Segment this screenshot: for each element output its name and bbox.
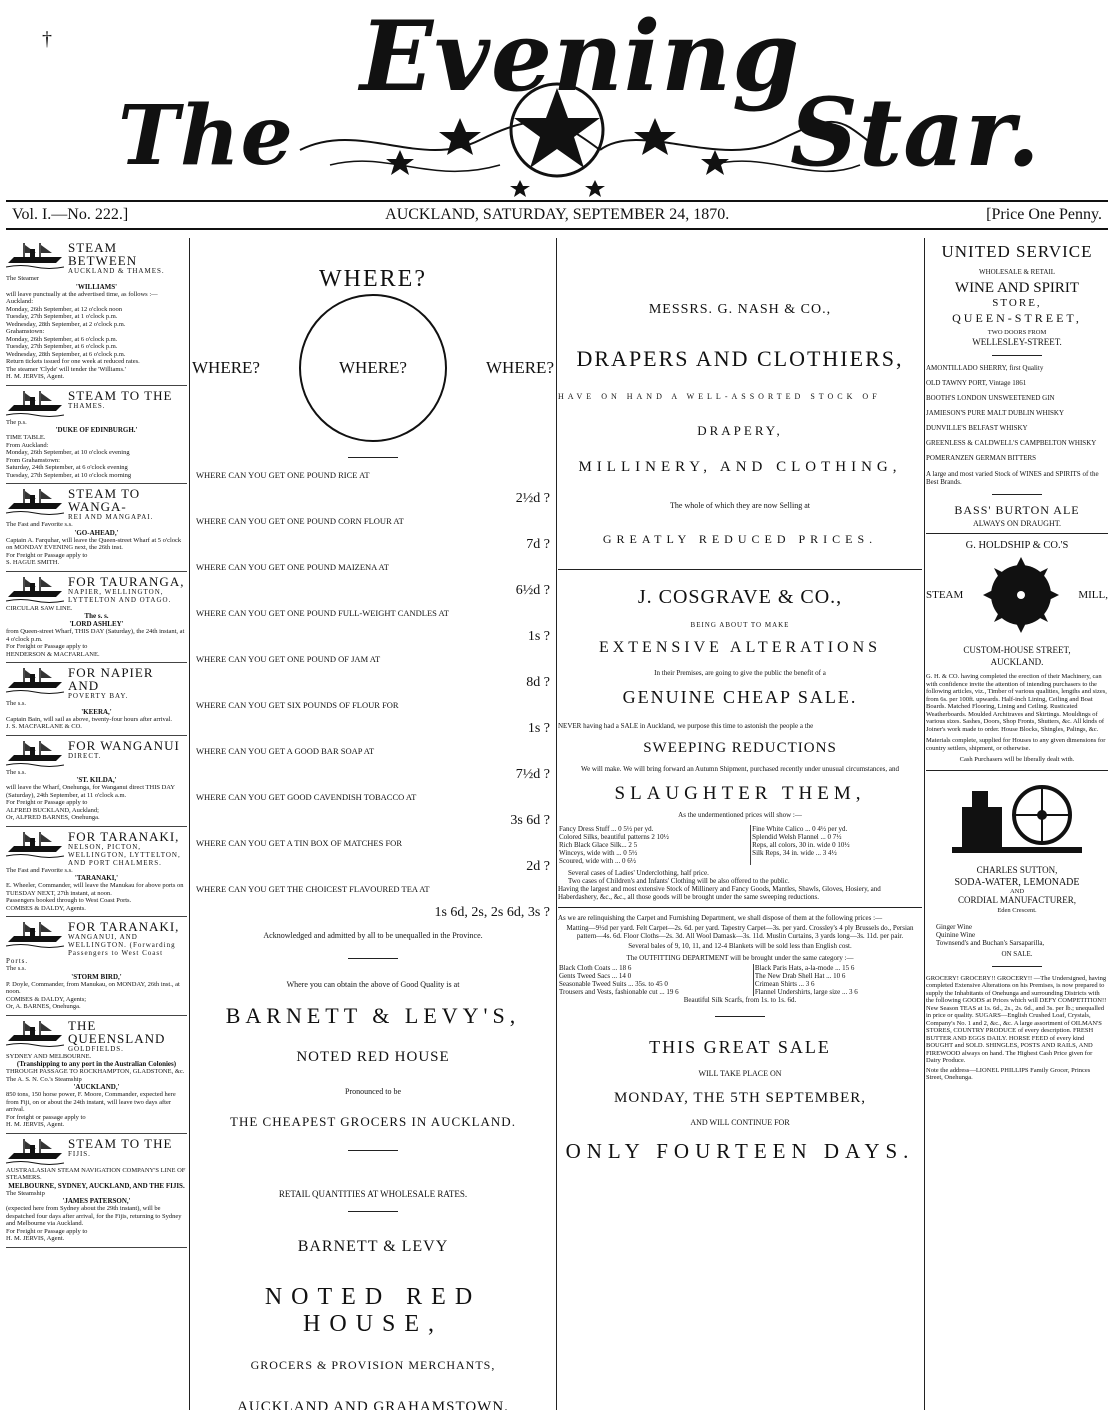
shipping-advert (6, 572, 187, 664)
advert-subheading: AUCKLAND & THAMES. (68, 267, 165, 275)
price-cell: Black Paris Hats, a-la-mode ... 15 6 (753, 964, 922, 972)
advert-heading: FOR WANGANUI (68, 737, 180, 753)
united-heading: UNITED SERVICE (941, 242, 1093, 261)
advert-line: The Fast and Favorite s.s. (6, 521, 73, 528)
masthead (0, 0, 1114, 200)
advert-line: ALFRED BUCKLAND, Auckland; (6, 806, 99, 814)
queen-heading: QUEEN-STREET, (952, 311, 1082, 325)
divider (992, 966, 1042, 967)
price-row (558, 841, 922, 849)
never-text: NEVER having had a SALE in Auckland, we purpose this time to astonish the people a the (558, 722, 814, 730)
advert-line: Or, A. BARNES, Onehunga. (6, 1003, 81, 1010)
drink-item: Townsend's and Buchan's Sarsaparilla, (936, 938, 1045, 947)
price-cell: Scoured, wide with ... 0 6½ (559, 857, 636, 865)
advert-line: H. M. JERVIS, Agent. (6, 1121, 65, 1128)
divider (558, 569, 922, 570)
price-row (558, 980, 922, 988)
advert-line: MELBOURNE, SYDNEY, AUCKLAND, AND THE FIJIS. (8, 1181, 185, 1190)
sutton-name: CHARLES SUTTON, (976, 864, 1058, 875)
advert-line: The Fast and Favorite s.s. (6, 866, 73, 874)
advert-subheading: GOLDFIELDS. (68, 1044, 124, 1053)
advert-subheading: DIRECT. (68, 751, 102, 760)
advert-line: Monday, 26th September, at 12 o'clock noon (6, 305, 123, 313)
steamship-icon (6, 487, 64, 517)
price-question (196, 654, 550, 688)
auckland-text: AUCKLAND. (990, 657, 1044, 667)
wellesley-text: WELLESLEY-STREET. (972, 336, 1062, 347)
drapers-column (558, 238, 922, 1410)
column-rule (924, 238, 925, 1410)
price-question (196, 838, 550, 872)
largest-text: Having the largest and most extensive Stock of Millinery and Fancy Goods, Mantles, Shawls, Gloves, Hosiery, and Haberdashery, &c., &c., all those goods will be brought under the same sweeping reductions. (558, 885, 881, 901)
price-row (558, 972, 922, 980)
price-cell: Rich Black Glace Silk... 2 5 (559, 841, 638, 849)
price-cell: Gents Tweed Sacs ... 14 0 (559, 972, 632, 980)
question-text: WHERE CAN YOU GET ONE POUND OF JAM AT (196, 654, 381, 664)
soda-heading: SODA-WATER, LEMONADE (954, 876, 1080, 888)
masthead-star: Star. (790, 78, 1041, 188)
price-table-1 (558, 825, 922, 865)
premises-text: In their Premises, are going to give the public the benefit of a (654, 669, 826, 677)
advert-line: 'STORM BIRD,' (71, 972, 122, 981)
advert-line: TIME TABLE. (6, 434, 46, 441)
advert-line: will leave punctually at the advertised time, as follows :— (6, 290, 158, 298)
shipping-advert (6, 484, 187, 572)
advert-subheading: REI AND MANGAPAI. (68, 513, 154, 521)
advert-line: Wednesday, 28th September, at 6 o'clock p.m. (6, 350, 126, 358)
advert-line: The p.s. (6, 418, 27, 426)
question-price: 1s ? (527, 629, 550, 644)
shipping-advert (6, 1016, 187, 1134)
about-text: BEING ABOUT TO MAKE (690, 621, 790, 629)
firm-name: BARNETT & LEVY'S, (225, 1003, 521, 1028)
advert-line: CIRCULAR SAW LINE. (6, 604, 73, 612)
house-name: NOTED RED HOUSE (296, 1049, 450, 1065)
price: [Price One Penny. (986, 206, 1102, 223)
carpet-text: As we are relinquishing the Carpet and Furnishing Department, we shall dispose of them at the following prices :— (558, 914, 883, 922)
advert-line: For Freight or Passage apply to (6, 551, 88, 559)
question-text: WHERE CAN YOU GET GOOD CAVENDISH TOBACCO AT (196, 792, 417, 802)
wine-heading: WINE AND SPIRIT (954, 280, 1080, 296)
advert-line: Return tickets issued for one week at reduced rates. (6, 358, 140, 365)
bass-heading: BASS' BURTON ALE (954, 502, 1080, 517)
advert-line: 'ST. KILDA,' (76, 776, 117, 784)
question-price: 6½d ? (515, 583, 550, 598)
advert-heading: FOR NAPIER AND (68, 665, 154, 693)
price-question (196, 700, 550, 734)
selling-text: The whole of which they are now Selling at (670, 501, 810, 510)
advert-line: (expected here from Sydney about the 29th instant), will be despatched four days after arrival, for the Fijis, returning to Sydney and Melbourne via Auckland. (6, 1205, 182, 1227)
price-question (196, 884, 550, 918)
question-text: WHERE CAN YOU GET ONE POUND CORN FLOUR AT (196, 516, 404, 526)
divider (348, 958, 398, 959)
price-row (558, 964, 922, 972)
steamship-icon (6, 575, 64, 605)
advert-line: The Steamship (6, 1189, 45, 1197)
children-text: Two cases of Children's and Infants' Clothing will be also offered to the public. (568, 877, 790, 885)
question-list (192, 470, 554, 918)
price-row (558, 857, 922, 865)
divider (348, 1211, 398, 1212)
advert-line: 'AUCKLAND,' (73, 1083, 120, 1091)
advert-line: Wednesday, 28th September, at 2 o'clock p.m. (6, 320, 126, 328)
shipping-advert (6, 663, 187, 736)
price-question (196, 562, 550, 596)
advert-line: 850 tons, 150 horse power, F. Moore, Commander, expected here from Fiji, on or about the 24th instant, will leave two days after arrival. (6, 1091, 176, 1113)
price-row (558, 833, 922, 841)
question-price: 2½d ? (515, 491, 550, 506)
question-text: WHERE CAN YOU GET ONE POUND MAIZENA AT (196, 562, 389, 572)
advert-line: Monday, 26th September, at 6 o'clock p.m. (6, 335, 118, 343)
liquor-item: GREENLESS & CALDWELL'S CAMPBELTON WHISKY (926, 438, 1097, 447)
advert-subheading: THAMES. (68, 401, 106, 410)
price-row (558, 988, 922, 996)
divider (926, 533, 1108, 534)
question-text: WHERE CAN YOU GET A GOOD BAR SOAP AT (196, 746, 375, 756)
advert-line: Captain Bain, will sail as above, twenty-four hours after arrival. (6, 715, 173, 723)
acknowledged-text: Acknowledged and admitted by all to be unequalled in the Province. (263, 931, 483, 940)
advert-line: Tuesday, 27th September, at 10 o'clock morning (6, 471, 132, 479)
nash-name: MESSRS. G. NASH & CO., (648, 302, 832, 317)
advert-subheading: NAPIER, WELLINGTON, LYTTELTON AND OTAGO. (68, 587, 172, 604)
liquor-item: BOOTH'S LONDON UNSWEETENED GIN (926, 393, 1055, 402)
shipping-advert (6, 238, 187, 386)
shipping-advert (6, 1134, 187, 1248)
mill-text: MILL, (1078, 589, 1108, 601)
materials-text: Materials complete, supplied for Houses to any given dimensions for country settlers, shipment, or otherwise. (926, 737, 1106, 752)
holdship-body: G. H. & CO. having completed the erection of their Machinery, can with confidence invite the attention of intending purchasers to the following articles, viz., Timber of various qualities, lengths and sizes, from 6s. per 100ft. upwards. Half-inch Lining, Ceiling and Boat Boards. Matched Flooring, Lining and Ceiling. Rusticated Weatherboards. Moulded Architraves and Skirtings. Mouldings of various sizes. Sashes, Doors, Shop Fronts, Shutters, &c. All kinds of Joiner's work made to order. House Blocks, Shingles, Palings, &c. (926, 673, 1107, 733)
custom-house-text: CUSTOM-HOUSE STREET, (963, 645, 1071, 655)
liquor-item: JAMIESON'S PURE MALT DUBLIN WHISKY (926, 408, 1065, 417)
wholesale-text: WHOLESALE & RETAIL (978, 268, 1056, 276)
where-left: WHERE? (192, 358, 260, 377)
towns-text: AUCKLAND AND GRAHAMSTOWN. (237, 1399, 509, 1410)
retail-text: RETAIL QUANTITIES AT WHOLESALE RATES. (278, 1189, 468, 1199)
advert-heading: STEAM TO WANGA- (68, 486, 141, 514)
price-cell: Reps, all colors, 30 in. wide 0 10½ (751, 841, 922, 849)
liquor-item: DUNVILLE'S BELFAST WHISKY (926, 423, 1028, 432)
shipping-advert (6, 386, 187, 485)
advert-line: 'LORD ASHLEY' (69, 620, 124, 628)
question-price: 8d ? (526, 675, 550, 690)
advert-line: 'TARANAKI,' (74, 874, 119, 882)
ladies-text: Several cases of Ladies' Underclothing, half price. (568, 869, 709, 877)
advert-line: The s.s. (6, 768, 27, 776)
divider (348, 1150, 398, 1151)
advert-line: COMBES & DALDY, Agents. (6, 904, 86, 912)
masthead-evening: Evening (360, 0, 801, 113)
price-cell: Trousers and Vests, fashionable cut ... 19 6 (559, 988, 679, 996)
large-range-text: A large and most varied Stock of WINES and SPIRITS of the Best Brands. (926, 469, 1099, 486)
advert-line: From Grahamstown: (6, 456, 60, 464)
liquor-list (926, 364, 1108, 462)
where-obtain-text: Where you can obtain the above of Good Quality is at (286, 980, 460, 989)
question-text: WHERE CAN YOU GET THE CHOICEST FLAVOURED TEA AT (196, 884, 430, 894)
advert-line: Monday, 26th September, at 10 o'clock evening (6, 449, 130, 456)
advert-heading: STEAM TO THE (68, 387, 173, 403)
holdship-heading: G. HOLDSHIP & CO.'S (965, 540, 1069, 551)
price-cell: Splendid Welsh Flannel ... 0 7½ (751, 833, 922, 841)
price-cell: Silk Reps, 34 in. wide ... 3 4½ (751, 849, 922, 857)
store-heading: STORE, (992, 297, 1042, 309)
shipping-column (6, 238, 187, 1410)
advert-line: The s.s. (6, 965, 27, 972)
divider (715, 1016, 765, 1017)
advert-subheading: FIJIS. (68, 1149, 91, 1158)
price-question (196, 608, 550, 642)
steamship-icon (6, 1019, 64, 1049)
on-sale-text: ON SALE. (1001, 949, 1033, 958)
blankets-text: Several bales of 9, 10, 11, and 12-4 Blankets will be sold less than English cost. (628, 942, 852, 950)
question-text: WHERE CAN YOU GET A TIN BOX OF MATCHES FOR (196, 838, 402, 848)
price-cell: Seasonable Tweed Suits ... 35s. to 45 0 (559, 980, 668, 988)
advert-line: For freight or passage apply to (6, 1113, 86, 1121)
where-circle (299, 294, 447, 442)
steamship-icon (6, 666, 64, 696)
cordial-heading: CORDIAL MANUFACTURER, (957, 895, 1076, 905)
advert-line: 'KEERA,' (81, 707, 112, 716)
where-title: WHERE? (319, 266, 427, 292)
alterations-heading: EXTENSIVE ALTERATIONS (598, 639, 882, 656)
barnett-levy-column (192, 238, 554, 1410)
advert-line: The s.s. (6, 700, 27, 707)
advert-line: For Freight or Passage apply to (6, 643, 88, 650)
question-text: WHERE CAN YOU GET SIX POUNDS OF FLOUR FOR (196, 700, 399, 710)
shipping-advert (6, 736, 187, 827)
advert-line: Passengers booked through to West Coast Ports. (6, 897, 132, 904)
where-row (192, 293, 554, 443)
price-cell: Fine White Calico ... 0 4½ per yd. (751, 825, 922, 833)
shipping-advert (6, 827, 187, 918)
advert-heading: STEAM BETWEEN (68, 240, 138, 268)
and-text: AND (1009, 887, 1025, 895)
drink-item: Ginger Wine (936, 922, 972, 931)
steamship-icon (6, 739, 64, 769)
advert-line: 'WILLIAMS' (75, 282, 118, 291)
price-cell: Fancy Dress Stuff ... 0 5½ per yd. (559, 825, 654, 833)
advert-subheading: NELSON, PICTON, WELLINGTON, LYTTELTON, AND PORT CHALMERS. (68, 842, 181, 867)
advert-line: COMBES & DALDY, Agents; (6, 995, 87, 1003)
draught-text: ALWAYS ON DRAUGHT. (972, 518, 1062, 528)
drink-item: Quinine Wine (936, 930, 976, 939)
monday-heading: MONDAY, THE 5TH SEPTEMBER, (613, 1090, 866, 1106)
advert-line: S. HAGUE SMITH. (6, 559, 60, 566)
steamship-icon (6, 389, 64, 419)
corner-mark: † (42, 28, 52, 50)
question-price: 7½d ? (515, 767, 550, 782)
grocery-text: GROCERY! GROCERY!! GROCERY!! —The Undersigned, having completed Extensive Alterations on his Premises, is now prepared to supply the Inhabitants of Onehunga and surrounding Districts with the following GOODS at Prices which will DEFY COMPETITION!! New Season TEAS at 1s. 6d., 2s., 2s. 6d., and 3s. per lb.; unequalled in price or quality. SUGARS—English Crushed Loaf, Crystals, Company's No. 1 and 2, &c., &c. A large assortment of OILMAN'S STORES, COUNTRY PRODUCE of every description. FRESH BUTTER AND EGGS DAILY. HORSE FEED of every kind BOUGHT and SOLD. SHINGLES, POSTS AND RAILS, AND FIREWOOD always on hand. The Highest Cash Price given for Dairy Produce. (926, 974, 1107, 1064)
two-doors-text: TWO DOORS FROM (987, 329, 1047, 336)
volume-number: Vol. I.—No. 222.] (12, 206, 129, 223)
divider (558, 907, 922, 908)
advert-line: Or, ALFRED BARNES, Onehunga. (6, 814, 100, 821)
advert-line: Saturday, 24th September, at 6 o'clock evening (6, 464, 128, 471)
advert-line: From Auckland: (6, 441, 49, 449)
price-cell: The New Drab Shell Hat ... 10 6 (753, 972, 922, 980)
advert-subheading: WANGANUI, AND WELLINGTON. (Forwarding Passengers to West Coast Ports. (6, 933, 176, 965)
circular-saw-icon (981, 555, 1061, 635)
eden-text: Eden Crescent. (997, 907, 1037, 914)
advert-line: AUSTRALASIAN STEAM NAVIGATION COMPANY'S LINE OF STEAMERS. (6, 1166, 186, 1181)
masthead-the: The (118, 88, 294, 184)
advert-line: H. M. JERVIS, Agent. (6, 1235, 65, 1242)
advert-line: (Transhipping to any port in the Australian Colonies) (16, 1060, 177, 1068)
dateline (6, 200, 1108, 230)
drapery-heading: DRAPERY, (697, 423, 783, 438)
steamship-icon (6, 830, 64, 860)
advert-heading: STEAM TO THE (68, 1135, 173, 1151)
liquor-item: OLD TAWNY PORT, Vintage 1861 (926, 378, 1027, 387)
pronounced-text: Pronounced to be (345, 1087, 401, 1096)
price-cell: Colored Silks, beautiful patterns 2 10½ (559, 833, 669, 841)
column-rule (189, 238, 190, 1410)
price-question (196, 746, 550, 780)
steam-mill-row (926, 555, 1108, 635)
drapers-heading: DRAPERS AND CLOTHIERS, (576, 346, 904, 371)
divider (926, 770, 1108, 771)
advert-line: 'GO-AHEAD,' (74, 528, 119, 537)
question-price: 1s ? (527, 721, 550, 736)
advert-line: Grahamstown: (6, 328, 45, 335)
advert-line: E. Wheeler, Commander, will leave the Manukau for above ports on TUESDAY NEXT, 27th instant, at noon. (6, 882, 184, 897)
question-price: 3s 6d ? (510, 813, 550, 828)
merchants-text: GROCERS & PROVISION MERCHANTS, (250, 1358, 496, 1372)
divider (348, 457, 398, 458)
have-on-hand: HAVE ON HAND A WELL-ASSORTED STOCK OF (558, 392, 881, 401)
price-cell: Crimean Shirts ... 3 6 (753, 980, 922, 988)
advert-line: The A. S. N. Co.'s Steamship (6, 1075, 82, 1083)
advert-line: For Freight or Passage apply to (6, 799, 88, 806)
price-cell (751, 857, 922, 865)
question-text: WHERE CAN YOU GET ONE POUND RICE AT (196, 470, 370, 480)
advert-line: Tuesday, 27th September, at 6 o'clock p.m. (6, 343, 118, 350)
price-cell: Flannel Undershirts, large size ... 3 6 (753, 988, 922, 996)
advert-line: will leave the Wharf, Onehunga, for Wanganui direct THIS DAY (Saturday), 24th September, at 11 o'clock a.m. (6, 784, 175, 799)
question-price: 7d ? (526, 537, 550, 552)
advert-line: from Queen-street Wharf, THIS DAY (Saturday), the 24th instant, at 4 o'clock p.m. (6, 628, 185, 643)
soda-machine-icon (942, 777, 1092, 857)
millinery-heading: MILLINERY, AND CLOTHING, (578, 459, 902, 475)
place-date: AUCKLAND, SATURDAY, SEPTEMBER 24, 1870. (385, 206, 730, 223)
question-price: 1s 6d, 2s, 2s 6d, 3s ? (434, 905, 550, 920)
where-center: WHERE? (339, 358, 407, 377)
advert-line: The steamer 'Clyde' will tender the 'Williams.' (6, 365, 126, 373)
cosgrave-name: J. COSGRAVE & CO., (637, 586, 843, 608)
advert-line: P. Doyle, Commander, from Manukau, on MONDAY, 26th inst., at noon. (6, 980, 180, 995)
price-cell: Black Cloth Coats ... 18 6 (559, 964, 632, 972)
house-name-2: NOTED RED HOUSE, (264, 1284, 482, 1337)
price-row (558, 825, 922, 833)
carpet-prices: Matting—9½d per yard. Felt Carpet—2s. 6d. per yard. Tapestry Carpet—3s. per yard. Crossley's 4 ply Brussels do., Persian pattern—4s. 6d. Floor Cloths—2s. 3d. All Wool Damask—3s. 11d. Muslin Curtains, 3 yards long—3s. 11d. per pair. (566, 924, 914, 940)
steam-text: STEAM (926, 589, 964, 601)
advert-line: The Steamer (6, 275, 40, 282)
advert-line: The s. s. (84, 612, 109, 620)
advert-line: H. M. JERVIS, Agent. (6, 373, 65, 380)
autumn-text: We will make. We will bring forward an Autumn Shipment, purchased recently under unusual circumstances, and (581, 765, 899, 773)
slaughter-heading: SLAUGHTER THEM, (614, 783, 866, 804)
scarfs-text: Beautiful Silk Scarfs, from 1s. to 1s. 6d. (683, 996, 797, 1004)
liquor-item: AMONTILLADO SHERRY, first Quality (926, 363, 1044, 372)
price-question (196, 792, 550, 826)
divider (992, 494, 1042, 495)
advert-line: SYDNEY AND MELBOURNE. (6, 1052, 92, 1060)
advert-heading: THE QUEENSLAND (68, 1017, 166, 1046)
reduced-heading: GREATLY REDUCED PRICES. (602, 532, 878, 546)
advert-line: Captain A. Farquhar, will leave the Queen-street Wharf at 5 o'clock on MONDAY EVENING next, the 26th inst. (6, 536, 182, 551)
advert-line: J. S. MACFARLANE & CO. (6, 723, 82, 730)
steamship-icon (6, 241, 64, 271)
cheapest-text: THE CHEAPEST GROCERS IN AUCKLAND. (230, 1114, 516, 1129)
advert-subheading: POVERTY BAY. (68, 692, 129, 700)
divider (992, 355, 1042, 356)
advert-line: THROUGH PASSAGE TO ROCKHAMPTON, GLADSTONE, &c. (6, 1068, 185, 1075)
advert-line: 'JAMES PATERSON,' (62, 1197, 131, 1205)
firm-name-2: BARNETT & LEVY (297, 1238, 449, 1255)
price-table-2 (558, 964, 922, 996)
advert-line: 'DUKE OF EDINBURGH.' (55, 426, 138, 434)
advert-heading: FOR TARANAKI, (68, 919, 180, 934)
advert-heading: FOR TAURANGA, (68, 573, 185, 589)
advert-line: Tuesday, 27th September, at 1 o'clock p.m. (6, 313, 118, 320)
advert-line: For Freight or Passage apply to (6, 1227, 88, 1235)
advert-heading: FOR TARANAKI, (68, 828, 180, 844)
great-sale-heading: THIS GREAT SALE (649, 1037, 831, 1057)
price-cell: Winceys, wide with ... 0 5½ (559, 849, 638, 857)
fourteen-heading: ONLY FOURTEEN DAYS. (565, 1139, 915, 1163)
drinks-list (926, 923, 1108, 947)
steamship-icon (6, 1137, 64, 1167)
advert-line: Auckland: (6, 298, 34, 305)
price-question (196, 516, 550, 550)
steamship-icon (6, 920, 64, 950)
column-rule (556, 238, 557, 1410)
question-text: WHERE CAN YOU GET ONE POUND FULL-WEIGHT CANDLES AT (196, 608, 449, 618)
genuine-heading: GENUINE CHEAP SALE. (622, 687, 858, 707)
where-right: WHERE? (486, 358, 554, 377)
continue-text: AND WILL CONTINUE FOR (690, 1118, 790, 1127)
advert-line: HENDERSON & MACFARLANE. (6, 650, 100, 658)
wine-column (926, 238, 1108, 1410)
shipping-advert (6, 917, 187, 1016)
price-question (196, 470, 550, 504)
cash-text: Cash Purchasers will be liberally dealt with. (959, 756, 1075, 763)
question-price: 2d ? (526, 859, 550, 874)
sweeping-heading: SWEEPING REDUCTIONS (643, 740, 837, 756)
price-row (558, 849, 922, 857)
will-take-text: WILL TAKE PLACE ON (698, 1069, 782, 1078)
outfitting-text: The OUTFITTING DEPARTMENT will be brought under the same category :— (626, 954, 854, 962)
address-text: Note the address—LIONEL PHILLIPS Family Grocer, Princes Street, Onehunga. (926, 1066, 1091, 1081)
undermentioned-text: As the undermentioned prices will show :— (678, 811, 802, 819)
liquor-item: POMERANZEN GERMAN BITTERS (926, 453, 1037, 462)
